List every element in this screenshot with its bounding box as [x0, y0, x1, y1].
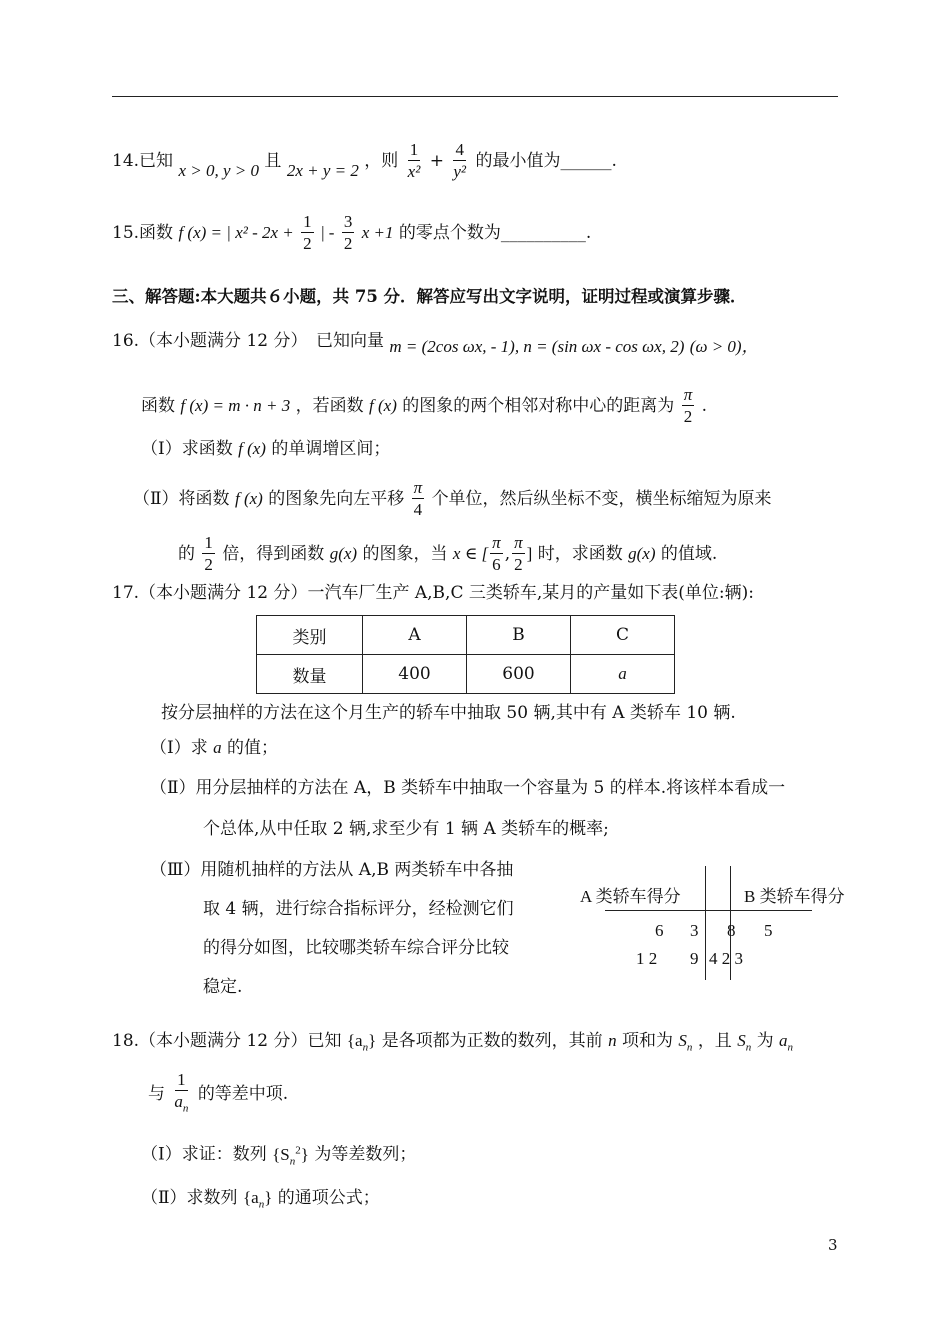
fraction-pi-over-6: $\frac{\pi}{6}$	[492, 533, 501, 574]
fraction-three-halves: $\frac{3}{2}$	[343, 212, 353, 253]
production-table	[256, 615, 675, 694]
page-number: 3	[828, 1236, 838, 1254]
plot-divider	[605, 910, 812, 911]
question-16-head: 16.（本小题满分 12 分） 已知向量 m = (2cos ωx, - 1), n = (sin ωx - cos ωx, 2) (ω > 0)，	[112, 331, 759, 356]
question-17-part3-line4: 稳定.	[203, 977, 243, 997]
stem-line-left	[705, 866, 706, 980]
stem-row1: 3	[690, 921, 699, 940]
question-18-line2: 与 $\frac{1}{a_n}$ 的等差中项.	[148, 1070, 288, 1119]
question-17-part2: （Ⅱ）用分层抽样的方法在 A，B 类轿车中抽取一个容量为 5 的样本.将该样本看成一	[150, 778, 786, 798]
question-18-part2: （Ⅱ）求数列 $\{a_n\}$ 的通项公式；	[141, 1188, 380, 1211]
fraction-4-over-y2: $\frac{4}{\text{y²}}$	[453, 140, 467, 181]
question-16-part2: （Ⅱ）将函数 f (x) 的图象先向左平移 $\frac{\pi}{4}$ 个单位，然后纵坐标不变，横坐标缩短为原来	[133, 478, 772, 519]
header-rule	[112, 96, 838, 97]
fraction-pi-over-2: $\frac{\pi}{2}$	[683, 385, 693, 426]
question-18-part1: （Ⅰ）求证：数列 $\{S_n^2\}$ 为等差数列；	[141, 1144, 417, 1168]
question-17-part2-cont: 个总体,从中任取 2 辆,求至少有 1 辆 A 类轿车的概率;	[203, 819, 609, 839]
question-17-part3-line1: （Ⅲ）用随机抽样的方法从 A,B 两类轿车中各抽	[150, 860, 514, 880]
fraction-1-over-an: $\frac{1}{a_n}$	[174, 1070, 189, 1115]
right-title: B 类轿车得分	[744, 887, 845, 906]
question-17-part3-line2: 取 4 辆，进行综合指标评分，经检测它们	[203, 899, 514, 919]
leaf-a-row2: 1 2	[636, 949, 658, 968]
question-17-line2: 按分层抽样的方法在这个月生产的轿车中抽取 50 辆,其中有 A 类轿车 10 辆.	[161, 703, 736, 723]
leaf-b-row1-b: 5	[764, 921, 773, 940]
question-16-part2-cont: 的 $\frac{1}{2}$ 倍，得到函数 g(x) 的图象，当 x ∈ [ $\frac{\pi}{6}$ , $\frac{\pi}{2}$ ] 时，求函数 g(x) 的值域.	[178, 533, 718, 574]
question-16-line2: 函数 f (x) = m · n + 3 ，若函数 f (x) 的图象的两个相邻对称中心的距离为 $\frac{\pi}{2}$ .	[141, 385, 708, 426]
question-14: 14.已知 x > 0, y > 0 且 2x + y = 2 ，则 $\frac{1}{\text{x²}}$ + $\frac{4}{\text{y²}}$ 的最小值为______.	[112, 140, 617, 181]
leaf-b-row2: 4 2 3	[709, 949, 743, 968]
fraction-pi-over-4: $\frac{\pi}{4}$	[413, 478, 423, 519]
fraction-1-over-x2: $\frac{1}{\text{x²}}$	[407, 140, 421, 181]
fraction-half: $\frac{1}{2}$	[303, 212, 312, 253]
table-row: 数量 400 600 a	[257, 655, 675, 694]
leaf-b-row1-a: 8	[727, 921, 736, 940]
leaf-a-row1: 6	[655, 921, 664, 940]
question-17-head: 17.（本小题满分 12 分）一汽车厂生产 A,B,C 三类轿车,某月的产量如下表(单位:辆):	[112, 583, 754, 603]
section-3-heading: 三、解答题:本大题共６小题，共 75 分．解答应写出文字说明，证明过程或演算步骤．	[112, 287, 747, 306]
fraction-half-2: $\frac{1}{2}$	[204, 533, 213, 574]
left-title: A 类轿车得分	[580, 887, 681, 906]
question-17-part3-line3: 的得分如图，比较哪类轿车综合评分比较	[203, 938, 509, 958]
question-18-head: 18.（本小题满分 12 分）已知 $\{a_n\}$ 是各项都为正数的数列，其前 n 项和为 $S_n$ ，且 $S_n$ 为 $a_n$	[112, 1031, 794, 1054]
stem-row2: 9	[690, 949, 699, 968]
question-15: 15.函数 f (x) = | x² - 2x + $\frac{1}{2}$ | - $\frac{3}{2}$ x +1 的零点个数为__________.	[112, 212, 592, 253]
fraction-pi-over-2-b: $\frac{\pi}{2}$	[514, 533, 523, 574]
question-16-part1: （Ⅰ）求函数 f (x) 的单调增区间；	[141, 439, 391, 459]
question-17-part1: （Ⅰ）求 a 的值；	[150, 738, 279, 758]
table-row: 类别 A B C	[257, 616, 675, 655]
